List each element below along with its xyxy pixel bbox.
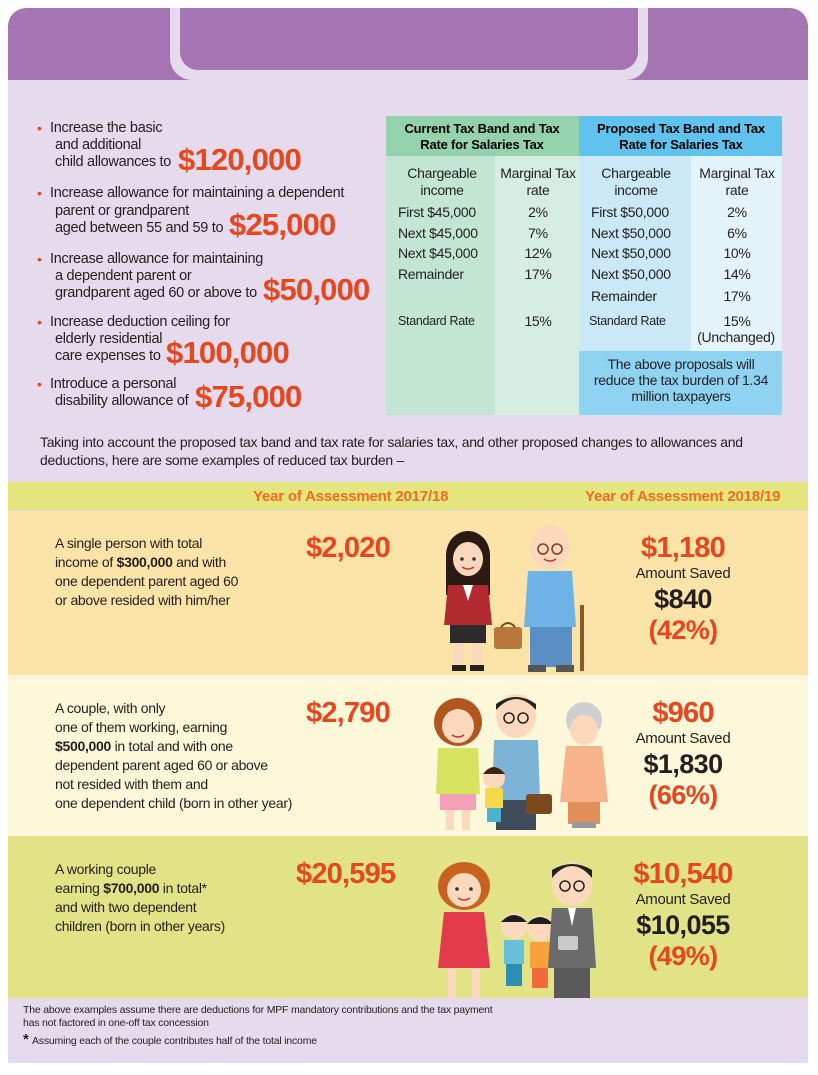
allowance-1-amount: $120,000 bbox=[178, 142, 301, 177]
example-2-result bbox=[608, 697, 758, 811]
intro-line-2: deductions, here are some examples of reduced tax burden – bbox=[40, 452, 404, 468]
proposed-rate-5: 17% bbox=[723, 288, 751, 304]
current-table-header: Current Tax Band and Tax Rate for Salaries Tax bbox=[404, 121, 560, 152]
proposed-standard-label: Standard Rate bbox=[589, 314, 666, 328]
working-couple-with-children-illustration bbox=[428, 856, 603, 1002]
proposed-band-4: Next $50,000 bbox=[591, 266, 671, 282]
example-1-saved-amount: $840 bbox=[654, 584, 712, 614]
current-standard-label: Standard Rate bbox=[398, 314, 475, 328]
example-3-line: children (born in other years) bbox=[55, 918, 225, 934]
allowance-3-line-1: Increase allowance for maintaining bbox=[50, 251, 264, 267]
proposed-rate-4: 14% bbox=[723, 266, 751, 282]
example-2-line: $500,000 in total and with one bbox=[55, 738, 233, 754]
proposed-rate-2: 6% bbox=[727, 225, 747, 241]
proposed-col-rate: Marginal Tax rate bbox=[699, 165, 775, 198]
allowance-3-line-2: a dependent parent or bbox=[55, 268, 192, 284]
allowance-3-line-3: grandparent aged 60 or above to bbox=[55, 285, 257, 301]
example-2-line: one of them working, earning bbox=[55, 719, 228, 735]
example-2-line: not resided with them and bbox=[55, 776, 208, 792]
example-1-tax-2018: $1,180 bbox=[641, 532, 725, 564]
example-2-line: dependent parent aged 60 or above bbox=[55, 757, 268, 773]
year-2017-label: Year of Assessment 2017/18 bbox=[253, 488, 449, 505]
year-2018-label: Year of Assessment 2018/19 bbox=[585, 488, 781, 505]
bullet-icon: • bbox=[37, 120, 42, 136]
footnote-asterisk: * bbox=[23, 1031, 29, 1048]
allowance-2-line-1: Increase allowance for maintaining a dependent bbox=[50, 185, 345, 201]
example-2-line: A couple, with only bbox=[55, 700, 166, 716]
single-person-with-parent-illustration bbox=[438, 525, 598, 675]
example-1-line: A single person with total bbox=[55, 535, 203, 551]
allowance-4-line-2: elderly residential bbox=[55, 331, 163, 347]
allowance-5-line-2: disability allowance of bbox=[55, 393, 189, 409]
example-1-line: or above resided with him/her bbox=[55, 592, 230, 608]
example-2-line: one dependent child (born in other year) bbox=[55, 795, 293, 811]
allowance-5-line-1: Introduce a personal bbox=[50, 376, 177, 392]
example-3-tax-2017: $20,595 bbox=[296, 858, 396, 890]
allowance-5-amount: $75,000 bbox=[195, 379, 302, 414]
example-1-line: income of $300,000 and with bbox=[55, 554, 226, 570]
proposed-band-1: First $50,000 bbox=[591, 204, 669, 220]
proposed-standard-rate: 15% bbox=[723, 313, 751, 329]
example-3-line: and with two dependent bbox=[55, 899, 197, 915]
current-band-1: First $45,000 bbox=[398, 204, 476, 220]
allowance-3-amount: $50,000 bbox=[263, 272, 370, 307]
allowance-4-line-1: Increase deduction ceiling for bbox=[50, 314, 230, 330]
example-1-line: one dependent parent aged 60 bbox=[55, 573, 239, 589]
example-3-result bbox=[608, 858, 758, 972]
allowance-4-amount: $100,000 bbox=[166, 335, 289, 370]
proposed-band-5: Remainder bbox=[591, 288, 657, 304]
allowance-1-line-1: Increase the basic bbox=[50, 120, 163, 136]
example-2-description bbox=[55, 699, 292, 813]
example-1-tax-2017: $2,020 bbox=[306, 532, 390, 564]
current-band-3: Next $45,000 bbox=[398, 245, 478, 261]
allowance-1-line-3: child allowances to bbox=[55, 154, 172, 170]
example-3-saved-amount: $10,055 bbox=[636, 910, 730, 940]
header-tab bbox=[180, 8, 638, 70]
current-rate-2: 7% bbox=[528, 225, 548, 241]
example-3-tax-2018: $10,540 bbox=[633, 858, 733, 890]
example-3-line: earning $700,000 in total* bbox=[55, 880, 207, 896]
example-2-saved-amount: $1,830 bbox=[643, 749, 723, 779]
example-1-saved-percent: (42%) bbox=[648, 615, 718, 645]
current-band-2: Next $45,000 bbox=[398, 225, 478, 241]
footnote-1: The above examples assume there are deductions for MPF mandatory contributions and the tax payment bbox=[23, 1004, 493, 1016]
example-1-saved-label: Amount Saved bbox=[635, 565, 731, 582]
current-rate-3: 12% bbox=[524, 245, 552, 261]
example-3-line: A working couple bbox=[55, 861, 157, 877]
example-2-tax-2017: $2,790 bbox=[306, 697, 390, 729]
example-1-result bbox=[608, 532, 758, 646]
example-1-description bbox=[55, 534, 238, 610]
current-band-4: Remainder bbox=[398, 266, 464, 282]
infographic-page bbox=[8, 8, 808, 1063]
bullet-icon: • bbox=[37, 251, 42, 267]
allowance-2-line-3: aged between 55 and 59 to bbox=[55, 220, 224, 236]
current-standard-rate: 15% bbox=[524, 313, 552, 329]
current-rate-1: 2% bbox=[528, 204, 548, 220]
bullet-icon: • bbox=[37, 376, 42, 392]
current-rate-4: 17% bbox=[524, 266, 552, 282]
proposed-band-3: Next $50,000 bbox=[591, 245, 671, 261]
proposed-note: The above proposals will reduce the tax burden of 1.34 million taxpayers bbox=[593, 356, 769, 404]
proposed-band-2: Next $50,000 bbox=[591, 225, 671, 241]
example-2-tax-2018: $960 bbox=[652, 697, 714, 729]
example-2-saved-percent: (66%) bbox=[648, 780, 718, 810]
example-3-saved-percent: (49%) bbox=[648, 941, 718, 971]
proposed-table-header: Proposed Tax Band and Tax Rate for Salaries Tax bbox=[597, 121, 765, 152]
example-2-saved-label: Amount Saved bbox=[635, 730, 731, 747]
footnote-2: has not factored in one-off tax concession bbox=[23, 1017, 209, 1029]
allowance-4-line-3: care expenses to bbox=[55, 348, 161, 364]
allowance-2-line-2: parent or grandparent bbox=[55, 203, 189, 219]
allowance-1-line-2: and additional bbox=[55, 137, 142, 153]
example-3-description bbox=[55, 860, 225, 936]
bullet-icon: • bbox=[37, 314, 42, 330]
example-3-saved-label: Amount Saved bbox=[635, 891, 731, 908]
footnote-3: Assuming each of the couple contributes half of the total income bbox=[32, 1035, 317, 1047]
current-col-income: Chargeable income bbox=[407, 165, 477, 198]
allowance-2-amount: $25,000 bbox=[229, 207, 336, 242]
proposed-rate-3: 10% bbox=[723, 245, 751, 261]
current-col-rate: Marginal Tax rate bbox=[500, 165, 576, 198]
proposed-rate-1: 2% bbox=[727, 204, 747, 220]
proposed-standard-note: (Unchanged) bbox=[697, 329, 775, 345]
intro-line-1: Taking into account the proposed tax band and tax rate for salaries tax, and other proposed changes to allowances and bbox=[40, 434, 743, 450]
couple-with-parent-and-child-illustration bbox=[428, 690, 613, 836]
bullet-icon: • bbox=[37, 185, 42, 201]
proposed-col-income: Chargeable income bbox=[601, 165, 671, 198]
